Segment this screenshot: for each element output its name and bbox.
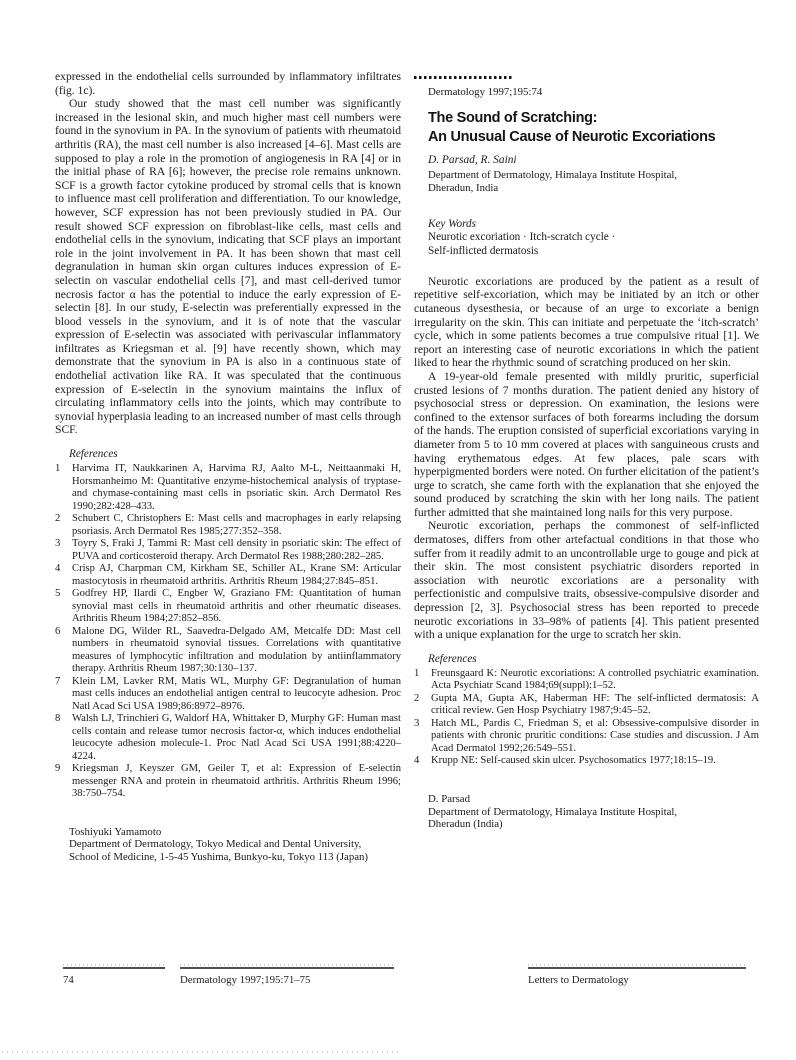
reference-number: 5	[55, 588, 61, 600]
keywords-line: Self-inflicted dermatosis	[428, 244, 539, 257]
reference-number: 9	[55, 763, 61, 775]
references-heading: References	[69, 448, 118, 461]
footer-rule	[180, 964, 394, 969]
address-line: Toshiyuki Yamamoto	[69, 825, 162, 838]
reference-item	[55, 713, 401, 763]
keywords-heading: Key Words	[428, 218, 476, 231]
reference-text: Walsh LJ, Trinchieri G, Waldorf HA, Whittaker D, Murphy GF: Human mast cells contain and release tumor necrosis factor-α, which induces endothelial leucocyte adhesion molecule-1. Proc Natl Acad Sci USA 1991;88:4220–4224.	[72, 713, 401, 762]
footer-page-number-block	[63, 964, 165, 986]
right-column	[414, 70, 759, 864]
reference-item	[55, 588, 401, 626]
references-list	[414, 668, 759, 768]
reference-item	[414, 755, 759, 768]
address-line: D. Parsad	[428, 792, 470, 805]
references-heading: References	[428, 652, 477, 665]
address-line: Department of Dermatology, Tokyo Medical and Dental University,	[69, 838, 362, 851]
article-authors: D. Parsad, R. Saini	[428, 154, 517, 166]
reference-text: Godfrey HP, Ilardi C, Engber W, Graziano FM: Quantitation of human synovial mast cells in rheumatoid arthritis and other rheumatic diseases. Arthritis Rheum 1984;27:852–856.	[72, 588, 401, 625]
page-number: 74	[63, 974, 74, 986]
left-column	[55, 70, 401, 864]
reference-text: Kriegsman J, Keyszer GM, Geiler T, et al: Expression of E-selectin messenger RNA and protein in rheumatoid arthritis. Arthritis Rheum 1996; 38:750–754.	[72, 763, 401, 800]
reference-number: 3	[55, 538, 61, 550]
paragraph: Neurotic excoriation, perhaps the commonest of self-inflicted dermatoses, differs from other artefactual conditions in that those who suffer from it readily admit to an uncontrollable urge to gouge and pick at their skin. The most consistent psychiatric disorders reported in association with neurotic excoriations are a personality with perfectionistic and compulsive traits, obsessive-compulsive disorder and depression [2, 3]. Psychosocial stress has been reported to precede neurotic excoriations in 33–98% of patients [4]. This patient presented with a unique explanation for the urge to scratch her skin.	[414, 519, 759, 642]
reference-number: 8	[55, 713, 61, 725]
dotted-rule	[414, 76, 512, 79]
right-references-block	[414, 653, 759, 768]
right-body-paragraphs	[414, 275, 759, 642]
corresponding-author-address	[55, 826, 401, 864]
reference-item	[414, 718, 759, 756]
paragraph: Our study showed that the mast cell number was significantly increased in the lesional skin, and much higher mast cell numbers were found in the synovium in PA. In the synovium of patients with rheumatoid arthritis (RA), the mast cell number is also increased [4–6]. Mast cells are supposed to play a role in the promotion of angiogenesis in RA [4] or in the initial phase of RA [6]; however, the precise role remains unknown. SCF is a growth factor cytokine produced by stromal cells that is known to influence mast cell proliferation and differentiation. To our knowledge, however, SCF expression has not been previously studied in PA. Our result showed SCF expression on fibroblast-like cells, mast cells and endothelial cells in the synovium, indicating that SCF plays an important role in the joint involvement in PA. It has been shown that mast cell degranulation in human skin organ cultures induces expression of E-selectin on vascular endothelial cells [7], and mast cell-derived tumor necrosis factor α has the potential to induce the early expression of E-selectin [8]. In our study, E-selectin was preferentially expressed in the blood vessels in the synovium, and it is of note that the vascular expression of E-selectin was associated with perivascular inflammatory infiltrates as Kriegsman et al. [9] have recently shown, which may demonstrate that the synovium in PA is also in a continuous state of endothelial activation like RA. It was speculated that the continuous expression of E-selectin in the synovium maintains the influx of circulating inflammatory cells into the joints, which may contribute to synovial hyperplasia leading to an increased number of mast cells through SCF.	[55, 97, 401, 437]
reference-item	[55, 538, 401, 563]
paragraph: A 19-year-old female presented with mildly pruritic, superficial crusted lesions of 7 months duration. The patient denied any history of psychosocial stress or depression. On examination, the lesions were confined to the extensor surfaces of both forearms including the dorsum of the hands. The eruption consisted of superficial excoriations varying in diameter from 5 to 10 mm covered at places with sanguineous crusts and having erythematous edges. At few places, pale scars with hyperpigmented borders were noted. On further elicitation of the patient’s urge to scratch, she came forth with the explanation that she enjoyed the sound produced by scratching the skin with her long nails. The patient further admitted that she maintained long nails for this very purpose.	[414, 369, 759, 519]
reference-item	[55, 763, 401, 801]
affiliation-line: Department of Dermatology, Himalaya Institute Hospital,	[428, 169, 678, 181]
corresponding-author-address	[414, 793, 759, 831]
footer-journal-ref-block	[180, 964, 394, 986]
reference-text: Klein LM, Lavker RM, Matis WL, Murphy GF: Degranulation of human mast cells induces an endothelial antigen central to leucocyte adhesion. Proc Natl Acad Sci USA 1989;86:8972–8976.	[72, 675, 401, 712]
reference-text: Schubert C, Christophers E: Mast cells and macrophages in early relapsing psoriasis. Arch Dermatol Res 1985;277:352–358.	[72, 513, 401, 537]
reference-item	[55, 626, 401, 676]
reference-number: 1	[55, 463, 61, 475]
reference-text: Freunsgaard K: Neurotic excoriations: A controlled psychiatric examination. Acta Psychiatr Scand 1984;69(suppl):1–52.	[431, 667, 759, 692]
reference-number: 2	[55, 513, 61, 525]
left-body-paragraphs	[55, 97, 401, 437]
reference-text: Krupp NE: Self-caused skin ulcer. Psychosomatics 1977;18:15–19.	[431, 755, 716, 767]
footer-running-title: Letters to Dermatology	[528, 974, 629, 986]
footer-rule	[63, 964, 165, 969]
footer-running-title-block	[528, 964, 746, 986]
reference-item	[414, 668, 759, 693]
article-affiliation	[414, 169, 759, 194]
reference-number: 2	[414, 692, 420, 704]
reference-number: 4	[414, 755, 420, 767]
left-references-block	[55, 448, 401, 801]
keywords-line: Neurotic excoriation · Itch-scratch cycle ·	[428, 231, 616, 244]
reference-text: Hatch ML, Pardis C, Friedman S, et al: Obsessive-compulsive disorder in patients with chronic pruritic conditions: Case studies and discussion. J Am Acad Dermatol 1992;26:549–551.	[431, 717, 759, 754]
two-column-layout	[55, 70, 759, 864]
paragraph: Neurotic excoriations are produced by the patient as a result of repetitive self-excoriation, which may be initiated by an itch or other cutaneous dysesthesia, or because of an urge to excoriate a benign irregularity on the skin. This can initiate and perpetuate the ‘itch-scratch’ cycle, which in some patients becomes a true compulsive ritual [1]. We report an interesting case of neurotic excoriations in which the patient liked to hear the rhythmic sound of scratching produced on her skin.	[414, 274, 759, 370]
reference-text: Malone DG, Wilder RL, Saavedra-Delgado AM, Metcalfe DD: Mast cell numbers in rheumatoid synovial tissues. Correlations with quantitative measures of lymphocytic infiltration and modulation by antiinflammatory therapy. Arthritis Rheum 1987;30:130–137.	[72, 625, 401, 675]
reference-number: 1	[414, 667, 420, 679]
reference-number: 3	[414, 717, 420, 729]
article-title	[414, 109, 759, 146]
article-title-line2: An Unusual Cause of Neurotic Excoriations	[428, 128, 716, 145]
scan-artifact-dotted-line	[2, 1051, 398, 1053]
keywords-block	[414, 218, 759, 258]
reference-text: Toyry S, Fraki J, Tammi R: Mast cell density in psoriatic skin: The effect of PUVA and corticosteroid therapy. Arch Dermatol Res 1988;280:282–285.	[72, 538, 401, 562]
journal-citation: Dermatology 1997;195:74	[428, 86, 543, 98]
reference-item	[414, 693, 759, 718]
reference-item	[55, 463, 401, 513]
reference-number: 6	[55, 625, 61, 637]
reference-item	[55, 563, 401, 588]
keywords-lines	[428, 231, 759, 257]
address-line: School of Medicine, 1-5-45 Yushima, Bunkyo-ku, Tokyo 113 (Japan)	[69, 851, 369, 864]
reference-item	[55, 513, 401, 538]
footer-journal-ref: Dermatology 1997;195:71–75	[180, 974, 311, 986]
address-line: Dheradun (India)	[428, 818, 503, 831]
article-title-line1: The Sound of Scratching:	[428, 110, 598, 126]
reference-text: Gupta MA, Gupta AK, Haberman HF: The self-inflicted dermatosis: A critical review. Gen Hosp Psychiatry 1987;9:45–52.	[431, 692, 759, 717]
footer-rule	[528, 964, 746, 969]
affiliation-line: Dheradun, India	[428, 181, 499, 194]
references-list	[55, 463, 401, 801]
continuation-paragraph: expressed in the endothelial cells surrounded by inflammatory infiltrates (fig. 1c).	[55, 70, 401, 97]
address-line: Department of Dermatology, Himalaya Institute Hospital,	[428, 805, 678, 818]
reference-number: 4	[55, 563, 61, 575]
reference-item	[55, 676, 401, 714]
reference-text: Harvima IT, Naukkarinen A, Harvima RJ, Aalto M-L, Neittaanmaki H, Horsmanheimo M: Quantitative enzyme-histochemical analysis of tryptase- and chymase-containing mast cells in psoriatic skin. Arch Dermatol Res 1990;282:428–433.	[72, 463, 401, 512]
reference-text: Crisp AJ, Charpman CM, Kirkham SE, Schiller AL, Krane SM: Articular mastocytosis in rheumatoid arthritis. Arthritis Rheum 1984;27:845–851.	[72, 563, 401, 587]
reference-number: 7	[55, 675, 61, 687]
